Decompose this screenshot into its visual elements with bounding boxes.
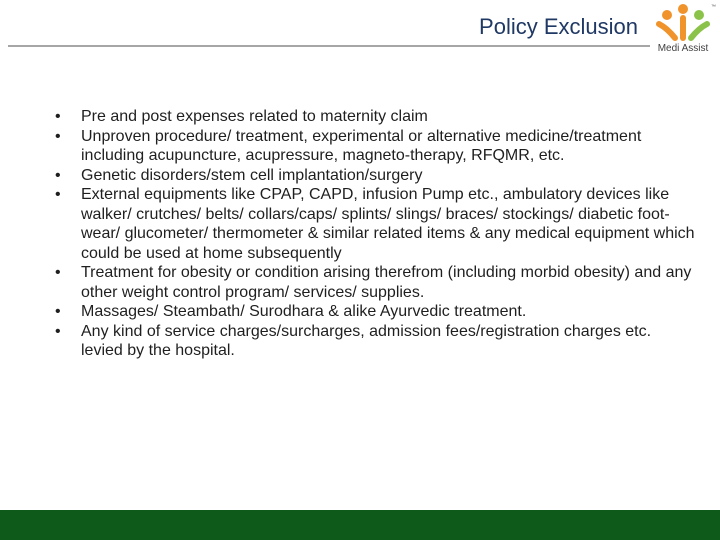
page-title: Policy Exclusion — [479, 14, 638, 39]
trademark-symbol: ™ — [711, 4, 716, 10]
exclusion-item: • Any kind of service charges/surcharges, admission fees/registration charges etc. levied by the hospital. — [55, 322, 695, 361]
footer-bar — [0, 510, 720, 540]
exclusion-item: • Unproven procedure/ treatment, experimental or alternative medicine/treatment including acupuncture, acupressure, magneto-therapy, RFQMR, etc. — [55, 127, 695, 166]
logo-text: Medi Assist — [657, 43, 709, 54]
title-divider — [8, 45, 650, 47]
exclusion-list — [55, 107, 695, 361]
exclusion-item: • Genetic disorders/stem cell implantation/surgery — [55, 166, 695, 186]
people-logo-icon — [653, 4, 713, 44]
medi-assist-logo — [650, 4, 716, 58]
exclusion-item: • Massages/ Steambath/ Surodhara & alike Ayurvedic treatment. — [55, 302, 695, 322]
exclusion-item: • External equipments like CPAP, CAPD, infusion Pump etc., ambulatory devices like walker/ crutches/ belts/ collars/caps/ splints/ slings/ braces/ stockings/ diabetic foot-wear/ glucometer/ thermometer & similar related items & any medical equipment which could be used at home subsequently — [55, 185, 695, 263]
exclusion-item: • Pre and post expenses related to maternity claim — [55, 107, 695, 127]
exclusion-item: • Treatment for obesity or condition arising therefrom (including morbid obesity) and any other weight control program/ services/ supplies. — [55, 263, 695, 302]
